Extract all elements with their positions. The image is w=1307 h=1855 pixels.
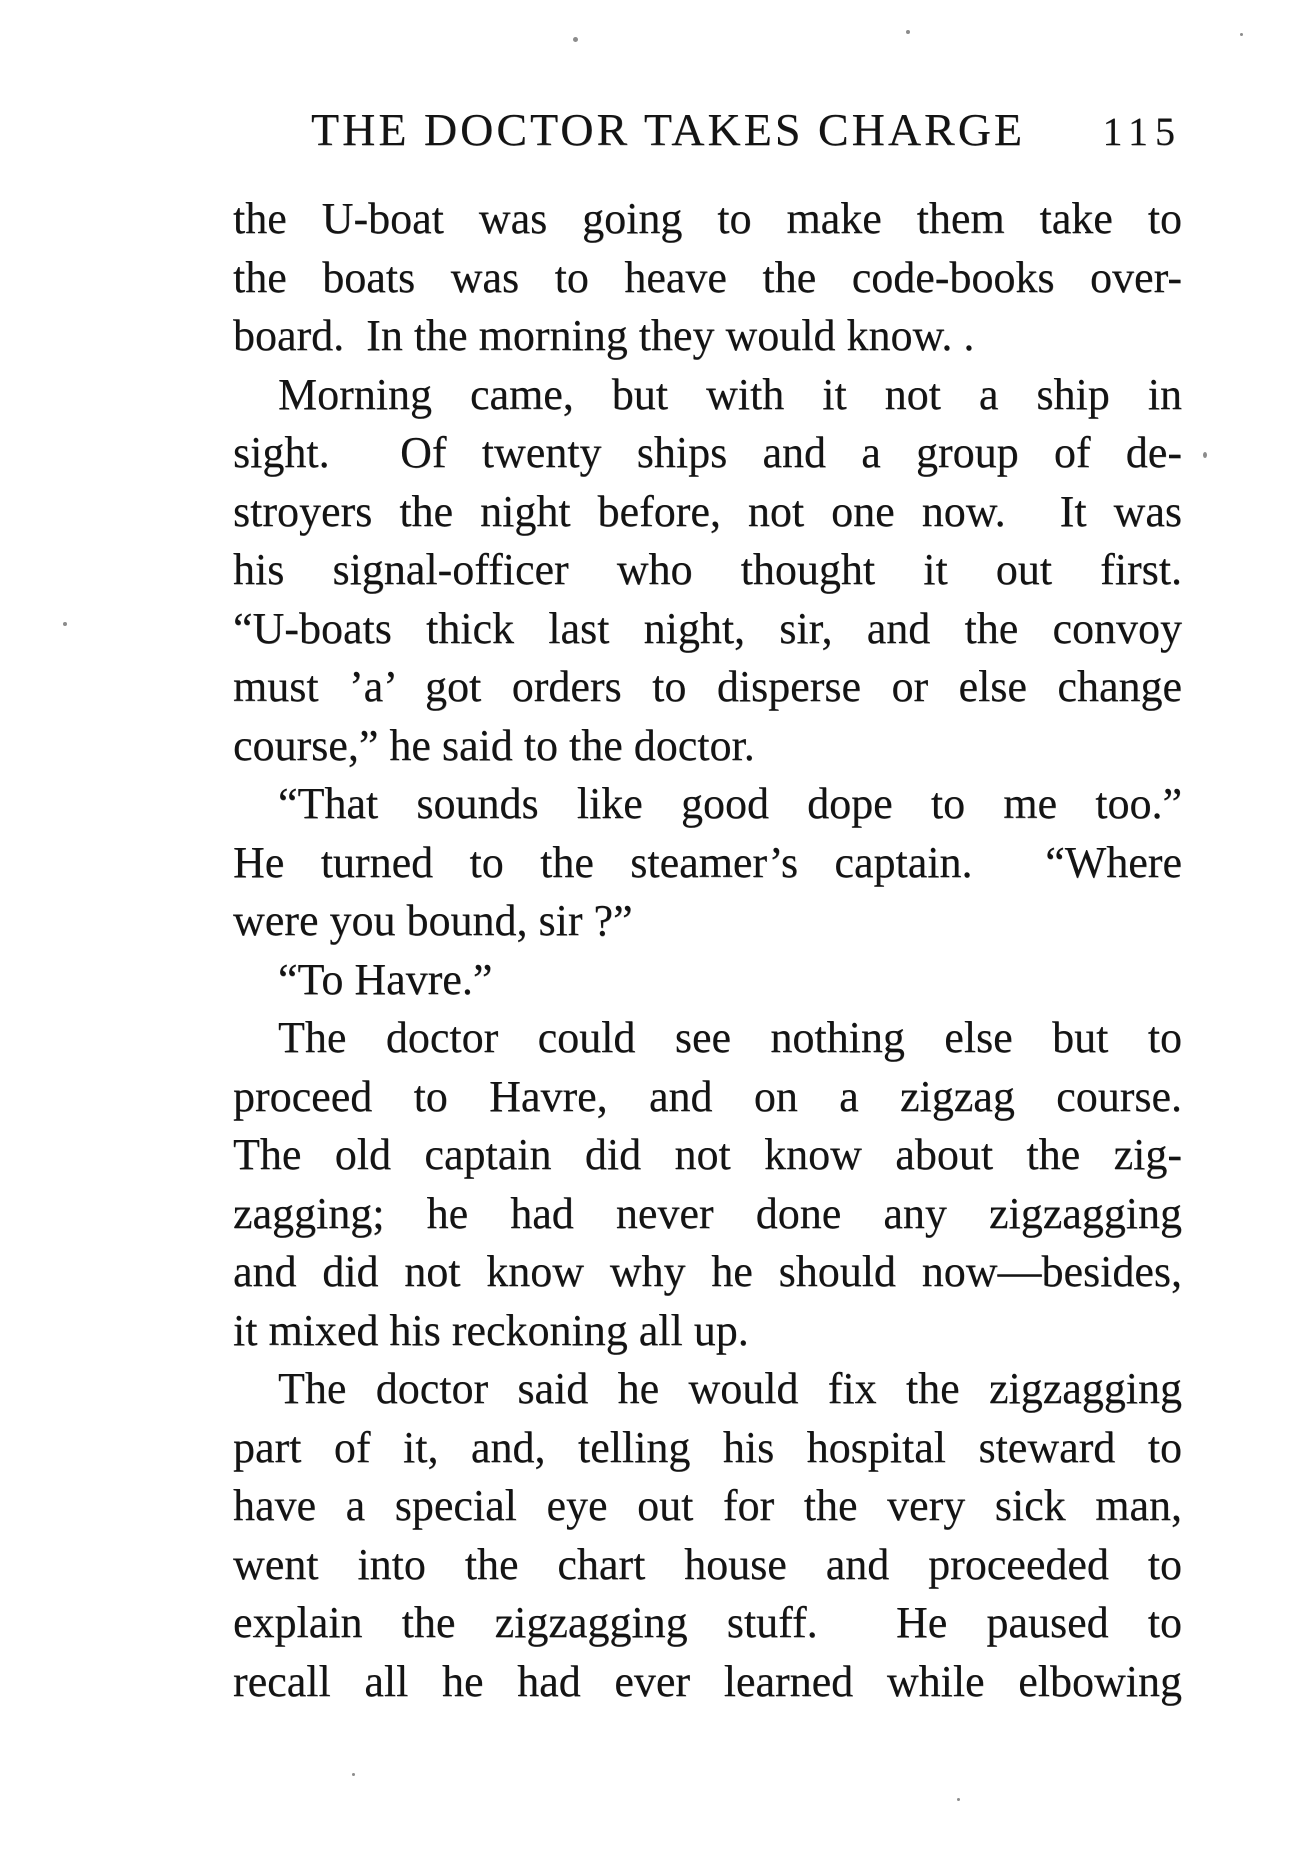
text-line: proceed to Havre, and on a zigzag course. (233, 1071, 1182, 1121)
text-line: “To Havre.” (278, 954, 493, 1004)
text-line: stroyers the night before, not one now. It was (233, 486, 1182, 536)
scan-speck (573, 37, 578, 42)
text-line: The doctor said he would fix the zigzagging (278, 1364, 1182, 1413)
page-number: 115 (1102, 109, 1182, 154)
scan-speck (906, 30, 910, 34)
text-line: board. In the morning they would know. . (233, 311, 975, 360)
scan-speck (63, 622, 67, 626)
text-line: have a special eye out for the very sick man, (233, 1481, 1182, 1530)
text-line: “U-boats thick last night, sir, and the convoy (233, 603, 1182, 653)
text-line: were you bound, sir ?” (233, 896, 633, 945)
scan-speck (1240, 33, 1243, 36)
text-line: and did not know why he should now—besides, (233, 1247, 1182, 1296)
text-line: The doctor could see nothing else but to (278, 1013, 1182, 1062)
text-line: must ’a’ got orders to disperse or else change (233, 662, 1182, 711)
scan-speck (1203, 452, 1207, 458)
page-text (233, 190, 1182, 1711)
text-line: part of it, and, telling his hospital steward to (233, 1422, 1182, 1472)
text-line: Morning came, but with it not a ship in (278, 369, 1182, 419)
text-line: recall all he had ever learned while elbowing (233, 1656, 1182, 1706)
text-line: it mixed his reckoning all up. (233, 1305, 749, 1355)
text-line: course,” he said to the doctor. (233, 720, 755, 770)
running-head-title: THE DOCTOR TAKES CHARGE (311, 104, 1026, 155)
text-line: zagging; he had never done any zigzagging (233, 1188, 1182, 1238)
scan-speck (352, 1773, 355, 1776)
text-line: explain the zigzagging stuff. He paused to (233, 1598, 1182, 1647)
text-line: sight. Of twenty ships and a group of de- (233, 428, 1182, 477)
text-line: the U-boat was going to make them take to (233, 194, 1182, 243)
running-head (233, 103, 1182, 156)
text-line: the boats was to heave the code-books over- (233, 252, 1182, 302)
text-line: The old captain did not know about the zig- (233, 1130, 1182, 1179)
text-line: He turned to the steamer’s captain. “Where (233, 837, 1182, 887)
text-line: went into the chart house and proceeded to (233, 1539, 1182, 1589)
text-line: “That sounds like good dope to me too.” (278, 779, 1182, 828)
text-line: his signal-officer who thought it out first. (233, 545, 1182, 594)
scan-speck (957, 1798, 960, 1801)
